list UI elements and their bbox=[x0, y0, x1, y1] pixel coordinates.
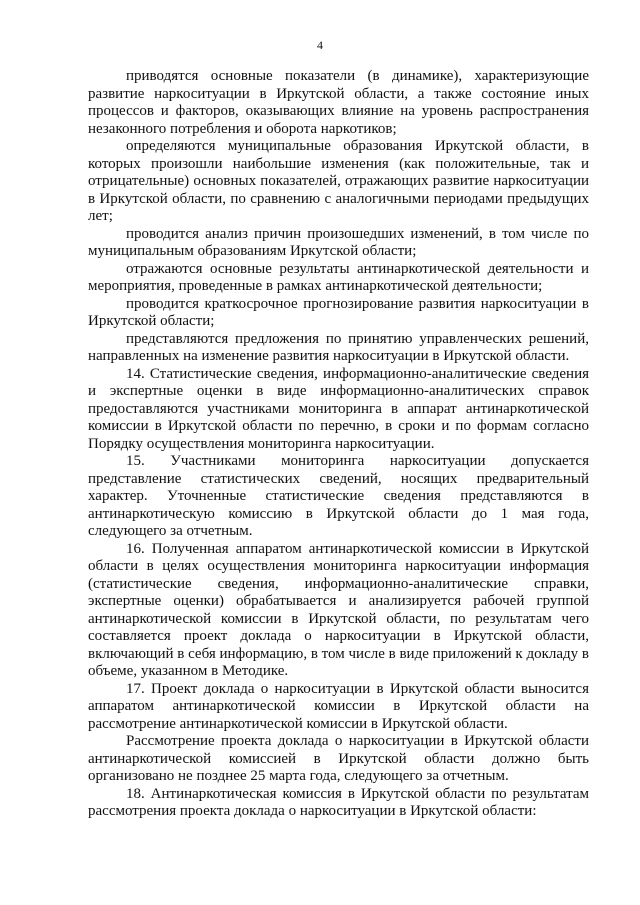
paragraph-item-18: 18. Антинаркотическая комиссия в Иркутской области по результатам рассмотрения проекта доклада о наркоситуации в Иркутской области: bbox=[88, 785, 589, 819]
document-body bbox=[88, 68, 589, 821]
paragraph-forecast: проводится краткосрочное прогнозирование развития наркоситуации в Иркутской области; bbox=[88, 295, 589, 329]
page-number: 4 bbox=[317, 38, 323, 52]
paragraph-item-15: 15. Участниками мониторинга наркоситуации допускается представление статистических сведений, носящих предварительный характер. Уточненные статистические сведения представляются в антинаркотическую комиссию в Иркутской области до 1 мая года, следующего за отчетным. bbox=[88, 453, 589, 539]
paragraph-municipalities: определяются муниципальные образования Иркутской области, в которых произошли наибольшие изменения (как положительные, так и отрицательные) основных показателей, отражающих развитие наркоситуации в Иркутской области, по сравнению с аналогичными периодами предыдущих лет; bbox=[88, 138, 589, 224]
paragraph-item-14: 14. Статистические сведения, информационно-аналитические сведения и экспертные оценки в виде информационно-аналитических справок предоставляются участниками мониторинга в аппарат антинаркотической комиссии в Иркутской области по перечню, в сроки и по формам согласно Порядку осуществления мониторинга наркоситуации. bbox=[88, 365, 589, 452]
paragraph-indicators: приводятся основные показатели (в динамике), характеризующие развитие наркоситуации в Иркутской области, а также состояние иных процессов и факторов, оказывающих влияние на уровень распространения незаконного потребления и оборота наркотиков; bbox=[88, 68, 589, 137]
paragraph-proposals: представляются предложения по принятию управленческих решений, направленных на изменение развития наркоситуации в Иркутской области. bbox=[88, 330, 589, 364]
paragraph-results: отражаются основные результаты антинаркотической деятельности и мероприятия, проведенные в рамках антинаркотической деятельности; bbox=[88, 260, 589, 294]
paragraph-review-deadline: Рассмотрение проекта доклада о наркоситуации в Иркутской области антинаркотической комиссией в Иркутской области должно быть организовано не позднее 25 марта года, следующего за отчетным. bbox=[88, 733, 589, 784]
paragraph-cause-analysis: проводится анализ причин произошедших изменений, в том числе по муниципальным образованиям Иркутской области; bbox=[88, 225, 589, 259]
paragraph-item-16: 16. Полученная аппаратом антинаркотической комиссии в Иркутской области в целях осуществления мониторинга наркоситуации информация (статистические сведения, информационно-аналитические справки, экспертные оценки) обрабатывается и анализируется рабочей группой антинаркотической комиссии в Иркутской области, по результатам чего составляется проект доклада о наркоситуации в Иркутской области, включающий в себя информацию, в том числе в виде приложений к докладу в объеме, указанном в Методике. bbox=[88, 540, 589, 679]
paragraph-item-17: 17. Проект доклада о наркоситуации в Иркутской области выносится аппаратом антинаркотической комиссии в Иркутской области на рассмотрение антинаркотической комиссии в Иркутской области. bbox=[88, 680, 589, 732]
